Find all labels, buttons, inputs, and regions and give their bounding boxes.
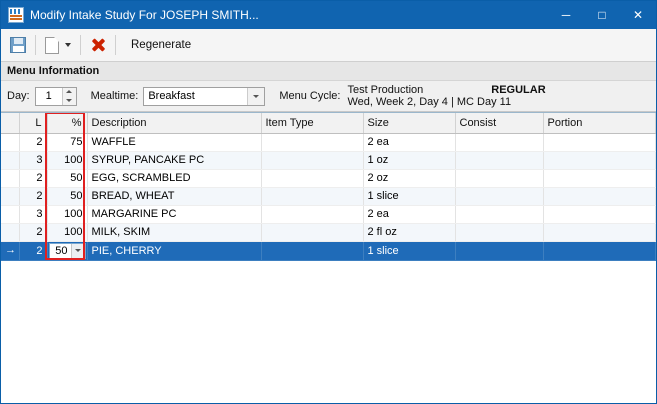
- mealtime-value: Breakfast: [148, 90, 195, 102]
- new-item-button[interactable]: [40, 32, 76, 58]
- cell-item-type[interactable]: [261, 241, 363, 260]
- cell-description[interactable]: MARGARINE PC: [87, 205, 261, 223]
- row-marker: [1, 133, 19, 151]
- maximize-icon: □: [598, 8, 606, 22]
- delete-button[interactable]: [85, 32, 111, 58]
- cell-portion[interactable]: [543, 205, 656, 223]
- day-label: Day:: [7, 90, 30, 102]
- cell-size[interactable]: 2 fl oz: [363, 223, 455, 241]
- cell-item-type[interactable]: [261, 223, 363, 241]
- row-marker: [1, 205, 19, 223]
- cell-item-type[interactable]: [261, 169, 363, 187]
- table-row[interactable]: [1, 169, 656, 187]
- cell-percent[interactable]: 100: [47, 205, 87, 223]
- cell-consist[interactable]: [455, 223, 543, 241]
- save-button[interactable]: [5, 32, 31, 58]
- section-title: Menu Information: [7, 65, 100, 77]
- table-row[interactable]: [1, 187, 656, 205]
- row-marker-current: [1, 241, 19, 260]
- menu-cycle-name: Test Production: [347, 84, 424, 96]
- column-header-level[interactable]: L: [19, 113, 47, 133]
- day-increment-button[interactable]: [63, 88, 76, 97]
- cell-portion[interactable]: [543, 187, 656, 205]
- cell-percent[interactable]: 50: [47, 187, 87, 205]
- column-header-description[interactable]: Description: [87, 113, 261, 133]
- menu-information-bar: [1, 81, 656, 112]
- cell-level[interactable]: 2: [19, 133, 47, 151]
- mealtime-select[interactable]: [143, 87, 265, 106]
- toolbar-separator-3: [115, 35, 116, 55]
- minimize-button[interactable]: [548, 1, 584, 29]
- day-input[interactable]: [36, 88, 62, 105]
- cell-percent-editor[interactable]: [47, 241, 87, 260]
- cell-size[interactable]: 1 slice: [363, 187, 455, 205]
- cell-item-type[interactable]: [261, 205, 363, 223]
- column-header-item-type[interactable]: Item Type: [261, 113, 363, 133]
- save-icon: [10, 37, 26, 53]
- close-button[interactable]: [620, 1, 656, 29]
- column-header-percent[interactable]: %: [47, 113, 87, 133]
- cell-consist[interactable]: [455, 133, 543, 151]
- cell-description[interactable]: BREAD, WHEAT: [87, 187, 261, 205]
- column-header-consist[interactable]: Consist: [455, 113, 543, 133]
- chevron-down-icon: [75, 249, 81, 252]
- chevron-down-icon[interactable]: [65, 43, 71, 47]
- cell-level[interactable]: 2: [19, 187, 47, 205]
- row-marker: [1, 169, 19, 187]
- column-header-selector[interactable]: [1, 113, 19, 133]
- window-controls: [548, 1, 656, 29]
- day-stepper[interactable]: [35, 87, 77, 106]
- row-marker: [1, 223, 19, 241]
- percent-spin-editor[interactable]: [49, 243, 86, 259]
- cell-item-type[interactable]: [261, 151, 363, 169]
- menu-items-table: [1, 113, 656, 261]
- cell-item-type[interactable]: [261, 187, 363, 205]
- cell-level[interactable]: 2: [19, 241, 47, 260]
- day-decrement-button[interactable]: [63, 96, 76, 105]
- cell-consist[interactable]: [455, 169, 543, 187]
- row-marker: [1, 187, 19, 205]
- table-row[interactable]: [1, 151, 656, 169]
- table-row-selected[interactable]: [1, 241, 656, 260]
- diet-type-label: REGULAR: [491, 84, 546, 96]
- regenerate-button[interactable]: [120, 32, 202, 58]
- window-title: Modify Intake Study For JOSEPH SMITH...: [30, 8, 259, 22]
- cell-level[interactable]: 2: [19, 169, 47, 187]
- column-header-portion[interactable]: Portion: [543, 113, 656, 133]
- cell-size[interactable]: 1 oz: [363, 151, 455, 169]
- cell-percent[interactable]: 100: [47, 223, 87, 241]
- cell-level[interactable]: 3: [19, 151, 47, 169]
- toolbar: [1, 29, 656, 62]
- menu-items-grid[interactable]: [1, 112, 656, 403]
- table-row[interactable]: [1, 223, 656, 241]
- cell-portion[interactable]: [543, 133, 656, 151]
- maximize-button[interactable]: [584, 1, 620, 29]
- cell-level[interactable]: 3: [19, 205, 47, 223]
- cell-size[interactable]: 2 ea: [363, 205, 455, 223]
- close-icon: ✕: [632, 8, 644, 22]
- cell-portion[interactable]: [543, 241, 656, 260]
- percent-value: 50: [55, 244, 68, 257]
- cell-portion[interactable]: [543, 223, 656, 241]
- cell-level[interactable]: 2: [19, 223, 47, 241]
- cell-consist[interactable]: [455, 205, 543, 223]
- cell-portion[interactable]: [543, 169, 656, 187]
- table-body: [1, 133, 656, 260]
- caret-down-icon: [66, 99, 72, 102]
- cell-consist[interactable]: [455, 151, 543, 169]
- cell-description[interactable]: MILK, SKIM: [87, 223, 261, 241]
- cell-percent[interactable]: 75: [47, 133, 87, 151]
- caret-up-icon: [66, 90, 72, 93]
- new-document-icon: [45, 37, 59, 54]
- mealtime-label: Mealtime:: [90, 90, 139, 102]
- column-header-size[interactable]: Size: [363, 113, 455, 133]
- title-bar: [1, 1, 656, 29]
- cell-consist[interactable]: [455, 187, 543, 205]
- row-marker: [1, 151, 19, 169]
- mealtime-dropdown-button[interactable]: [247, 88, 264, 105]
- cell-percent[interactable]: 50: [47, 169, 87, 187]
- cell-portion[interactable]: [543, 151, 656, 169]
- minimize-icon: ─: [561, 8, 571, 22]
- table-row[interactable]: [1, 133, 656, 151]
- regenerate-label: Regenerate: [131, 39, 192, 51]
- cell-description[interactable]: PIE, CHERRY: [87, 241, 261, 260]
- delete-x-icon: [90, 37, 106, 53]
- cell-size[interactable]: 2 ea: [363, 133, 455, 151]
- toolbar-separator-2: [80, 35, 81, 55]
- cell-percent[interactable]: 100: [47, 151, 87, 169]
- table-header-row: [1, 113, 656, 133]
- cell-item-type[interactable]: [261, 133, 363, 151]
- table-row[interactable]: [1, 205, 656, 223]
- current-row-arrow-icon: →: [5, 244, 16, 256]
- cell-description[interactable]: SYRUP, PANCAKE PC: [87, 151, 261, 169]
- grid-spreadsheet-icon: [8, 7, 24, 23]
- menu-cycle-label: Menu Cycle:: [279, 90, 341, 102]
- percent-dropdown-button[interactable]: [71, 244, 84, 258]
- menu-cycle-date: Wed, Week 2, Day 4 | MC Day 11: [347, 96, 512, 108]
- menu-information-header: [1, 62, 656, 81]
- menu-cycle-info: [347, 84, 545, 108]
- chevron-down-icon: [253, 95, 259, 98]
- cell-description[interactable]: WAFFLE: [87, 133, 261, 151]
- cell-size[interactable]: 1 slice: [363, 241, 455, 260]
- toolbar-separator-1: [35, 35, 36, 55]
- cell-description[interactable]: EGG, SCRAMBLED: [87, 169, 261, 187]
- cell-consist[interactable]: [455, 241, 543, 260]
- day-stepper-buttons[interactable]: [62, 88, 76, 105]
- cell-size[interactable]: 2 oz: [363, 169, 455, 187]
